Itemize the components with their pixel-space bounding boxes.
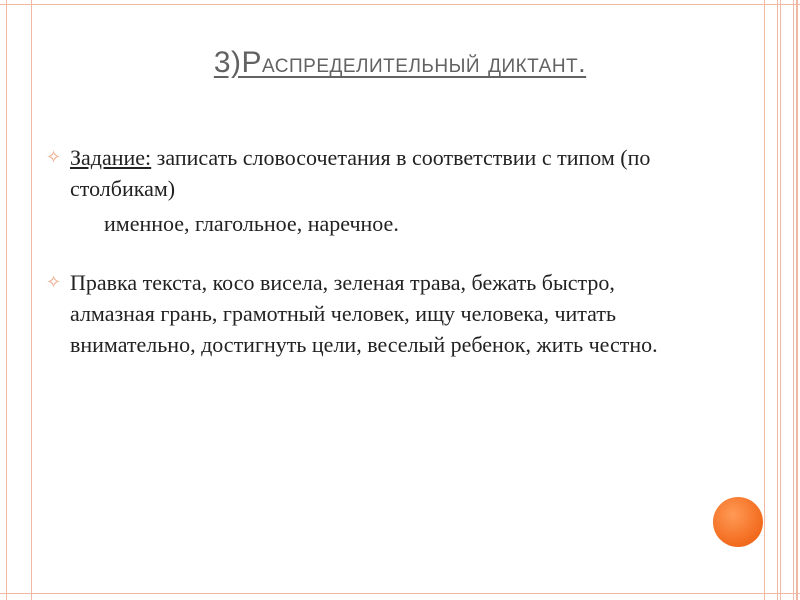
bullet-item-task [46, 142, 686, 239]
diamond-bullet-icon: ✧ [46, 147, 62, 167]
task-label: Задание: [70, 145, 152, 170]
frame-bottom-line [0, 593, 800, 594]
slide-content [46, 142, 686, 360]
bullet-item-text [46, 267, 686, 360]
orange-circle-icon [713, 497, 763, 547]
frame-right-border-c [796, 0, 798, 600]
frame-top-line [0, 4, 800, 5]
task-text: записать словосочетания в соответствии с типом (по столбикам) [70, 145, 651, 201]
diamond-bullet-icon: ✧ [46, 272, 62, 292]
frame-right-border-b [780, 0, 794, 600]
slide-title: 3)Распределительный диктант. [213, 46, 587, 79]
frame-right-border-a [764, 0, 778, 600]
exercise-text: Правка текста, косо висела, зеленая трава, бежать быстро, алмазная грань, грамотный человек, ищу человека, читать внимательно, достигнуть цели, веселый ребенок, жить честно. [70, 270, 658, 357]
frame-left-border [6, 0, 32, 600]
task-subline: именное, глагольное, наречное. [104, 211, 399, 236]
